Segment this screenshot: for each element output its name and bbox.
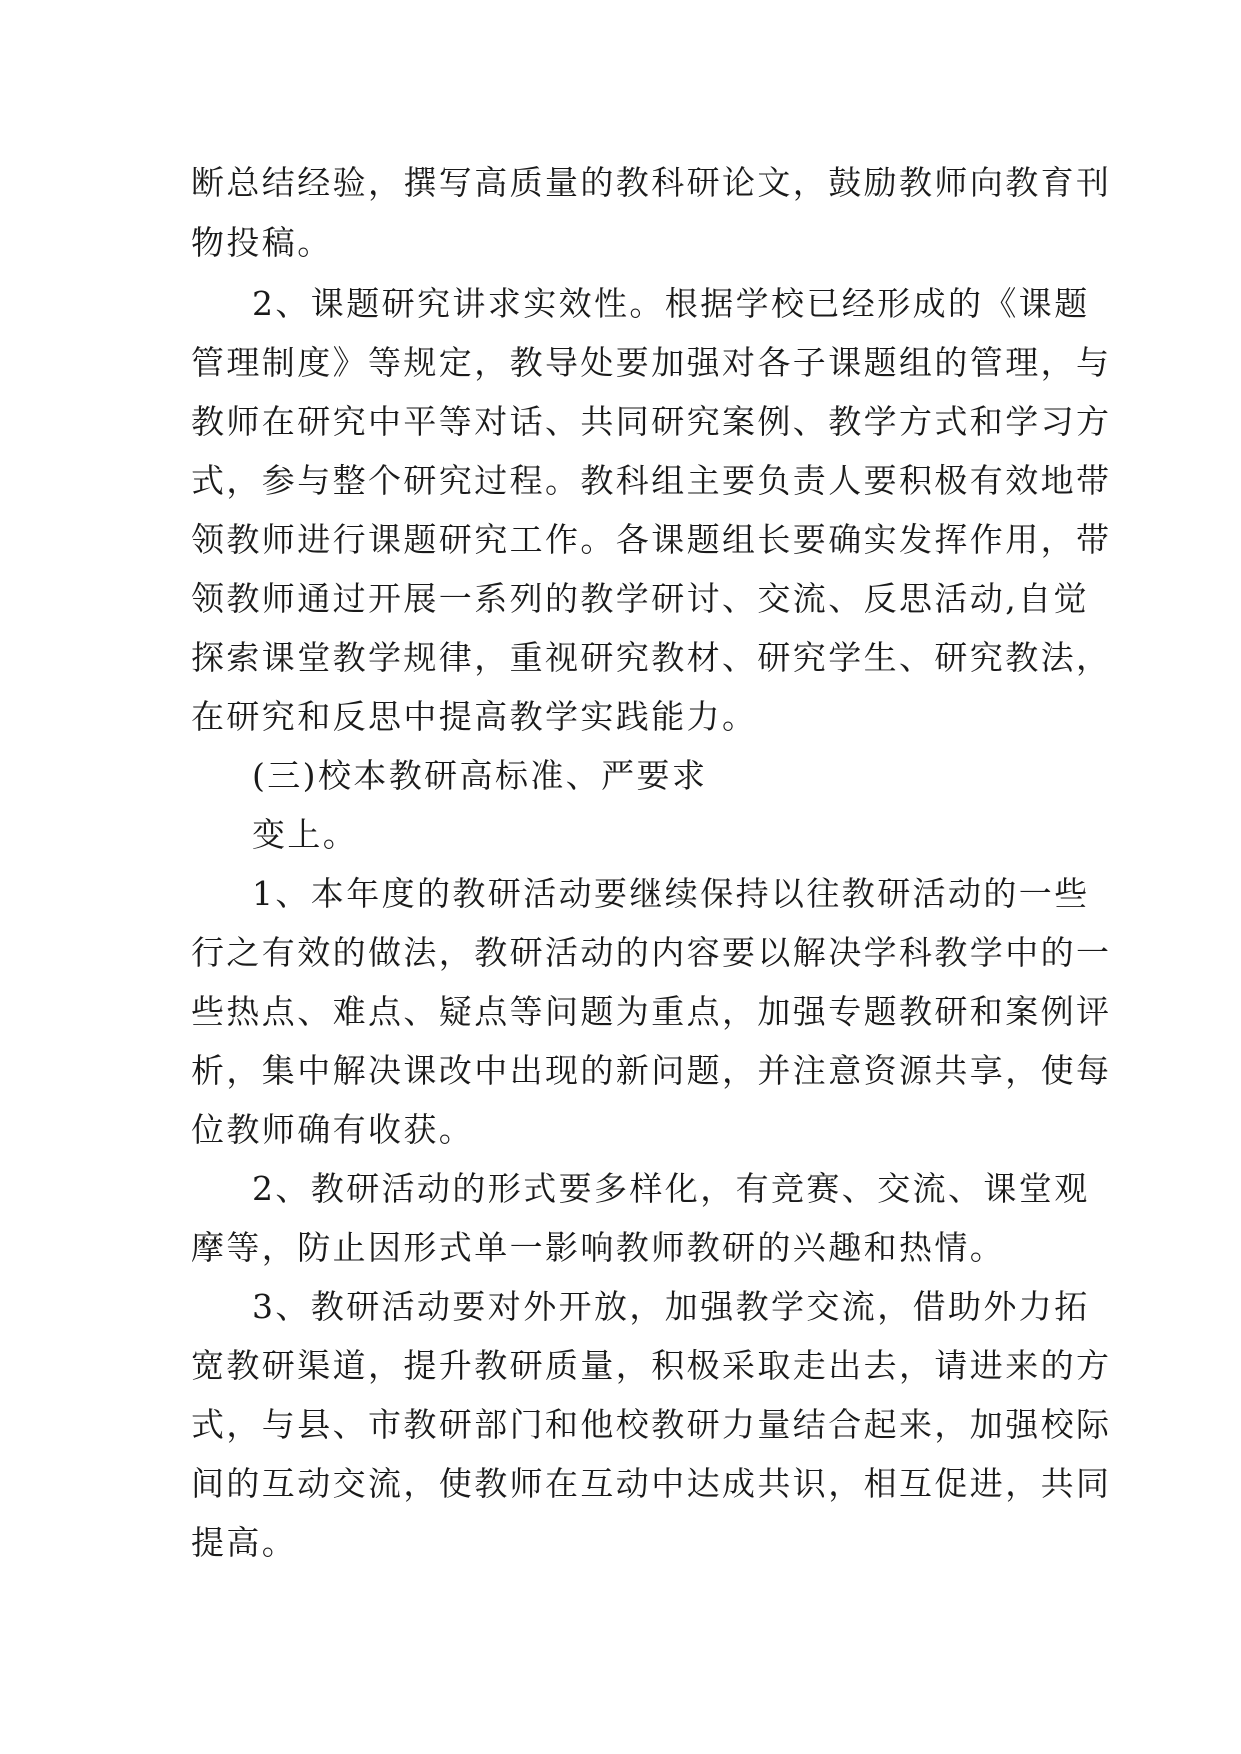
body-text-line: 式，参与整个研究过程。教科组主要负责人要积极有效地带 <box>191 461 1112 500</box>
body-text-line: 位教师确有收获。 <box>191 1110 475 1149</box>
section-heading: (三)校本教研高标准、严要求 <box>252 756 708 795</box>
body-text-line: 在研究和反思中提高教学实践能力。 <box>191 697 758 736</box>
body-text-line: 物投稿。 <box>191 223 333 262</box>
body-text-line: 提高。 <box>191 1523 298 1562</box>
paragraph-heading-line: 2、课题研究讲求实效性。根据学校已经形成的《课题 <box>252 284 1090 323</box>
body-text-line: 管理制度》等规定，教导处要加强对各子课题组的管理，与 <box>191 343 1112 382</box>
body-text-line: 断总结经验，撰写高质量的教科研论文，鼓励教师向教育刊 <box>191 163 1112 202</box>
paragraph-heading-line: 2、教研活动的形式要多样化，有竞赛、交流、课堂观 <box>252 1169 1090 1208</box>
paragraph-heading-line: 1、本年度的教研活动要继续保持以往教研活动的一些 <box>252 874 1090 913</box>
body-text-line: 宽教研渠道，提升教研质量，积极采取走出去，请进来的方 <box>191 1346 1112 1385</box>
body-text-line: 摩等，防止因形式单一影响教师教研的兴趣和热情。 <box>191 1228 1006 1267</box>
body-text-line: 领教师通过开展一系列的教学研讨、交流、反思活动,自觉 <box>191 579 1089 618</box>
paragraph-heading-line: 3、教研活动要对外开放，加强教学交流，借助外力拓 <box>252 1287 1090 1326</box>
body-text-line: 间的互动交流，使教师在互动中达成共识，相互促进，共同 <box>191 1464 1112 1503</box>
body-text-line: 变上。 <box>252 815 359 854</box>
body-text-line: 析，集中解决课改中出现的新问题，并注意资源共享，使每 <box>191 1051 1112 1090</box>
body-text-line: 式，与县、市教研部门和他校教研力量结合起来，加强校际 <box>191 1405 1112 1444</box>
body-text-line: 教师在研究中平等对话、共同研究案例、教学方式和学习方 <box>191 402 1112 441</box>
body-text-line: 行之有效的做法，教研活动的内容要以解决学科教学中的一 <box>191 933 1112 972</box>
body-text-line: 些热点、难点、疑点等问题为重点，加强专题教研和案例评 <box>191 992 1112 1031</box>
body-text-line: 领教师进行课题研究工作。各课题组长要确实发挥作用，带 <box>191 520 1112 559</box>
body-text-line: 探索课堂教学规律，重视研究教材、研究学生、研究教法， <box>191 638 1112 677</box>
